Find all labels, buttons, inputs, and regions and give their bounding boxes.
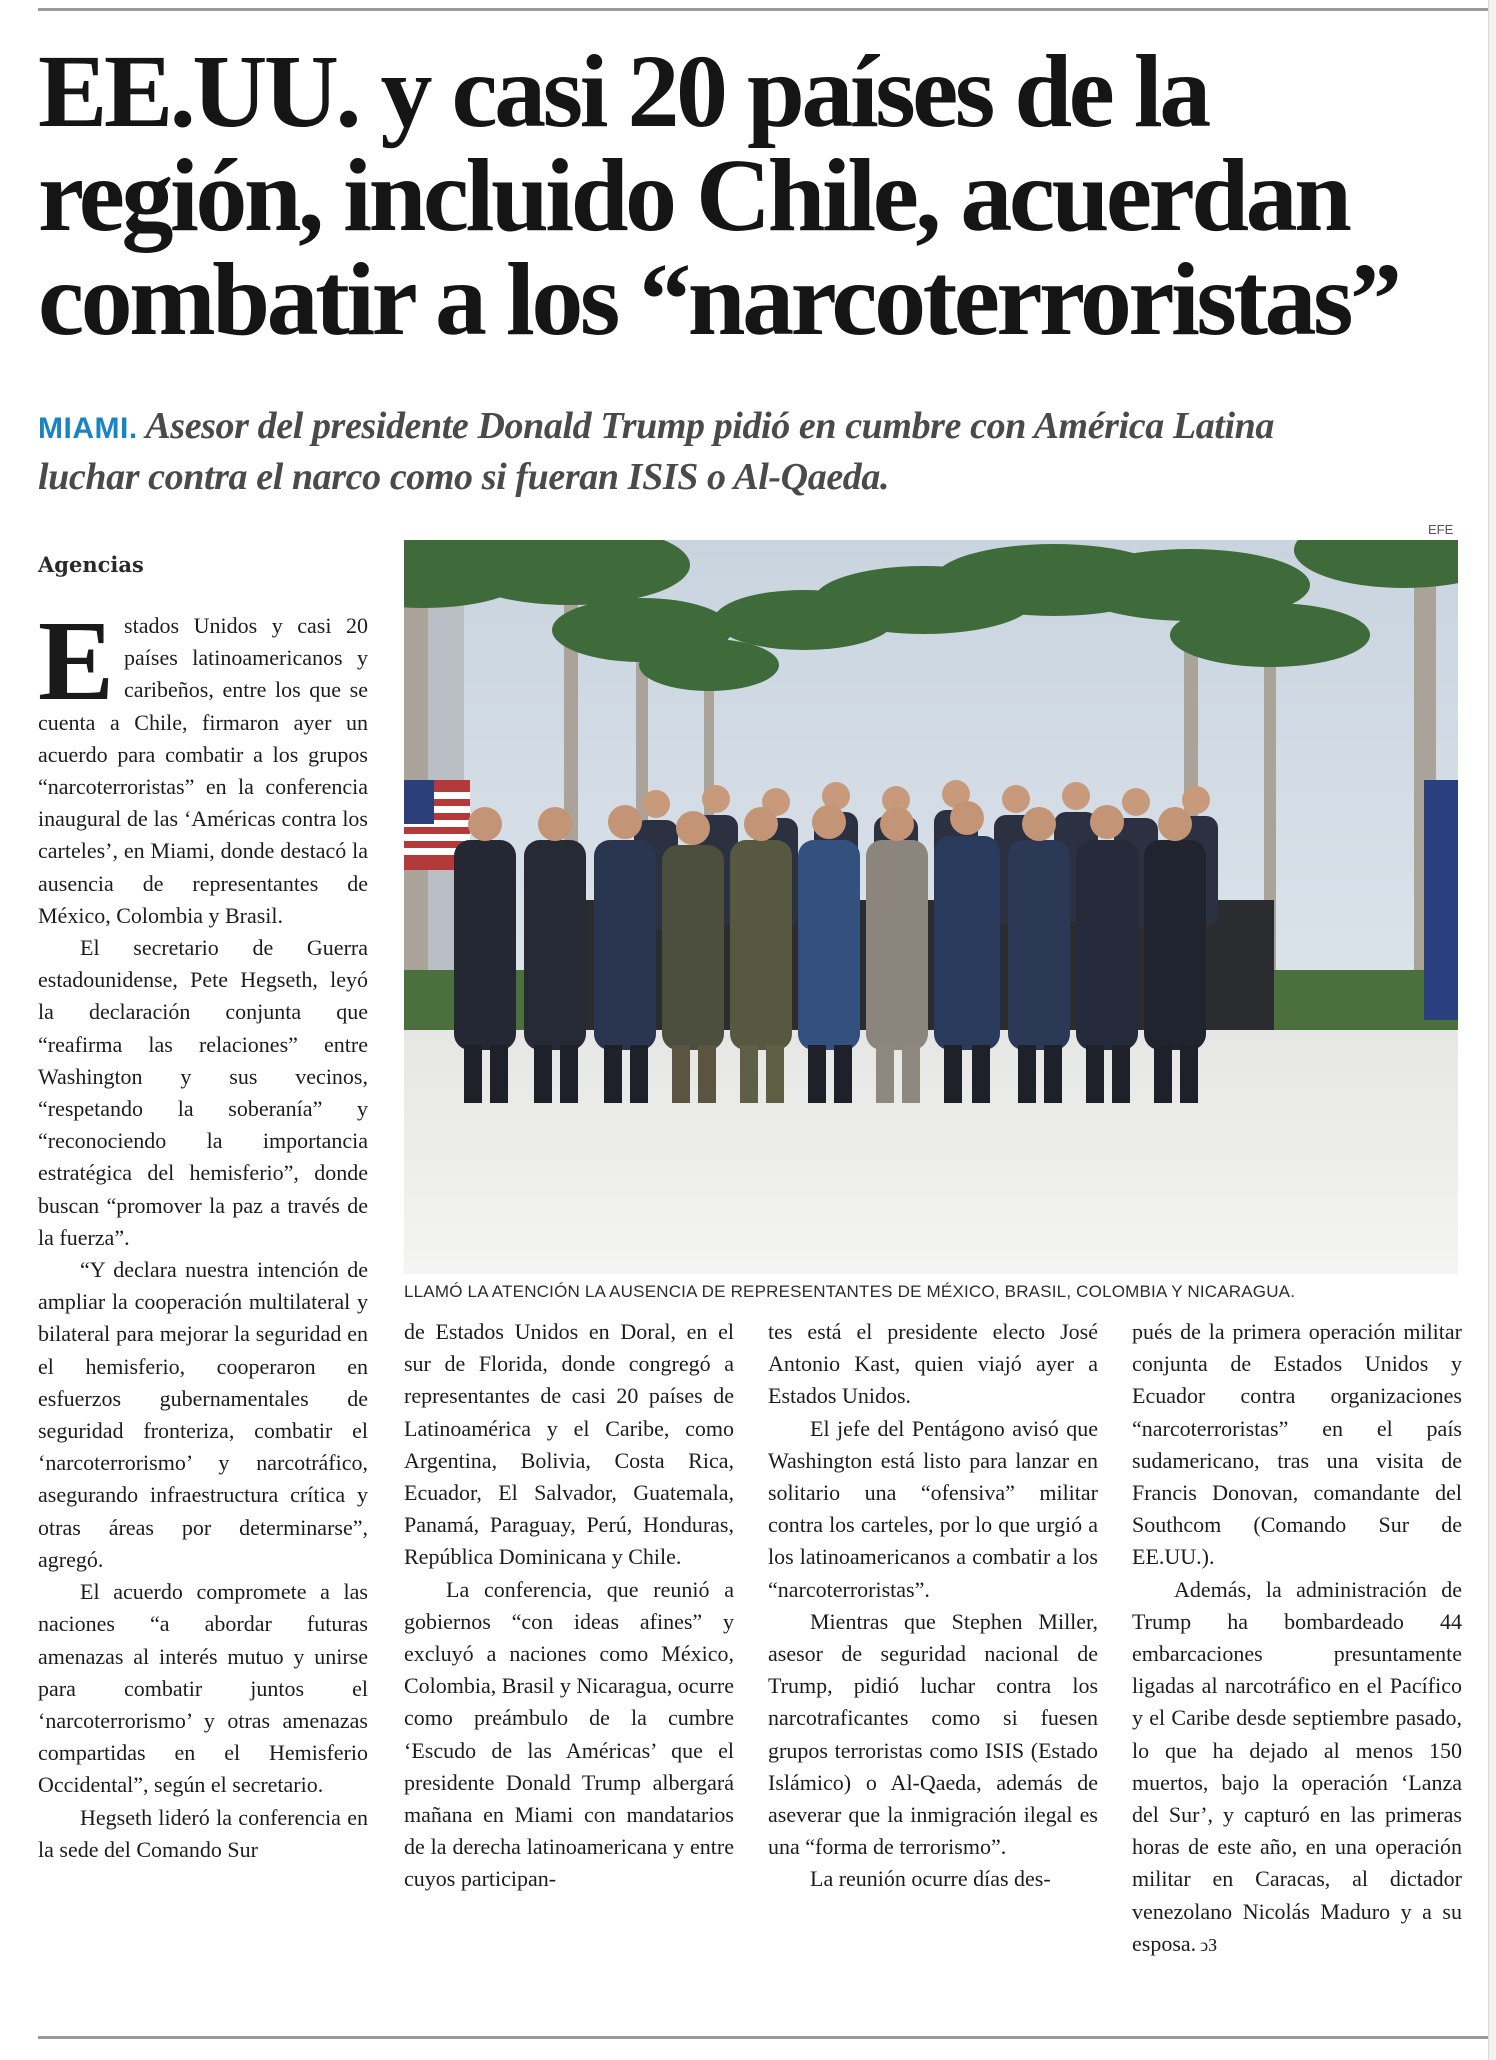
headline-line-3: combatir a los “narcoterroristas”: [38, 242, 1399, 357]
paragraph-6: de Estados Unidos en Doral, en el sur de Florida, donde congregó a representantes de casi 20 países de Latinoamérica y el Caribe, como Argentina, Bolivia, Costa Rica, Ecuador, El Salvador, Guatemala, Panamá, Paraguay, Perú, Honduras, República Dominicana y Chile.: [404, 1319, 734, 1570]
paragraph-7: La conferencia, que reunió a gobiernos “con ideas afines” y excluyó a naciones como México, Colombia, Brasil y Nicaragua, ocurre como preámbulo de la cumbre ‘Escudo de las Américas’ que el presidente Donald Trump albergará mañana en Miami con mandatarios de la derecha latinoamericana y entre cuyos participan-: [404, 1576, 734, 1892]
paragraph-2: El secretario de Guerra estadounidense, Pete Hegseth, leyó la declaración conjunta que “reafirma las relaciones” entre Washington y sus vecinos, “respetando la soberanía” y “reconociendo la importancia estratégica del hemisferio”, donde buscan “promover la paz a través de la fuerza”.: [38, 935, 368, 1250]
deck-text-1: Asesor del presidente Donald Trump pidió en cumbre con América Latina: [145, 405, 1274, 447]
column-4: [1132, 1316, 1462, 2036]
column-1: [38, 610, 368, 2035]
paragraph-5: Hegseth lideró la conferencia en la sede del Comando Sur: [38, 1804, 368, 1862]
paragraph-13-text: Además, la administración de Trump ha bombardeado 44 embarcaciones presuntamente ligadas al narcotráfico en el Pacífico y el Caribe desde septiembre pasado, lo que ha dejado al menos 150 muertos, bajo la operación ‘Lanza del Sur’, y capturó en las primeras horas de este año, en una operación militar en Caracas, al dictador venezolano Nicolás Maduro y a su esposa.: [1132, 1576, 1462, 1956]
bottom-rule: [38, 2036, 1488, 2039]
paragraph-13: [1132, 1574, 1462, 1961]
paragraph-4: El acuerdo compromete a las naciones “a abordar futuras amenazas al interés mutuo y unirse para combatir juntos el ‘narcoterrorismo’ y otras amenazas compartidas en el Hemisferio Occidental”, según el secretario.: [38, 1579, 368, 1798]
end-mark-icon: ↄЗ: [1200, 1934, 1218, 1955]
paragraph-1-text: stados Unidos y casi 20 países latinoamericanos y caribeños, entre los que se cuenta a Chile, firmaron ayer un acuerdo para combatir a los grupos “narcoterroristas” en la conferencia inaugural de las ‘Américas contra los carteles’, en Miami, donde destacó la ausencia de representantes de México, Colombia y Brasil.: [38, 613, 368, 928]
news-photo: [404, 540, 1458, 1274]
byline: Agencias: [38, 552, 144, 577]
deck-line-2: luchar contra el narco como si fueran ISIS o Al-Qaeda.: [38, 456, 890, 498]
dateline: MIAMI.: [38, 412, 138, 445]
photo-credit: EFE: [1428, 522, 1454, 537]
paragraph-9: El jefe del Pentágono avisó que Washington está listo para lanzar en solitario una “ofensiva” militar contra los carteles, por lo que urgió a los latinoamericanos a combatir a los “narcoterroristas”.: [768, 1415, 1098, 1602]
headline: [38, 34, 1478, 357]
adjacent-page-edge: [1488, 0, 1496, 2060]
paragraph-1: [38, 610, 368, 932]
paragraph-11: La reunión ocurre días des-: [810, 1866, 1051, 1892]
top-rule: [38, 8, 1488, 11]
paragraph-8: tes está el presidente electo José Antonio Kast, quien viajó ayer a Estados Unidos.: [768, 1319, 1098, 1409]
column-2: [404, 1316, 734, 2036]
paragraph-3: “Y declara nuestra intención de ampliar la cooperación multilateral y bilateral para mejorar la seguridad en el hemisferio, cooperaron en esfuerzos gubernamentales de seguridad fronteriza, combatir el ‘narcoterrorismo’ y narcotráfico, asegurando infraestructura crítica y otras áreas por determinarse”, agregó.: [38, 1257, 368, 1572]
deck-subheadline: [38, 402, 1478, 502]
photo-caption: LLAMÓ LA ATENCIÓN LA AUSENCIA DE REPRESENTANTES DE MÉXICO, BRASIL, COLOMBIA Y NICARAGUA.: [404, 1282, 1296, 1301]
photo-illustration: [404, 540, 1458, 1274]
paragraph-10: Mientras que Stephen Miller, asesor de seguridad nacional de Trump, pidió luchar contra los narcotraficantes como si fuesen grupos terroristas como ISIS (Estado Islámico) o Al-Qaeda, además de aseverar que la inmigración ilegal es una “forma de terrorismo”.: [768, 1608, 1098, 1860]
column-3: [768, 1316, 1098, 2036]
drop-cap: E: [38, 610, 115, 724]
deck-line-1: [38, 402, 1478, 453]
headline-line-2: región, incluido Chile, acuerdan: [38, 138, 1349, 253]
paragraph-12: pués de la primera operación militar conjunta de Estados Unidos y Ecuador contra organizaciones “narcoterroristas” en el país sudamericano, tras una visita de Francis Donovan, comandante del Southcom (Comando Sur de EE.UU.).: [1132, 1319, 1462, 1570]
headline-line-1: EE.UU. y casi 20 países de la: [38, 34, 1208, 149]
